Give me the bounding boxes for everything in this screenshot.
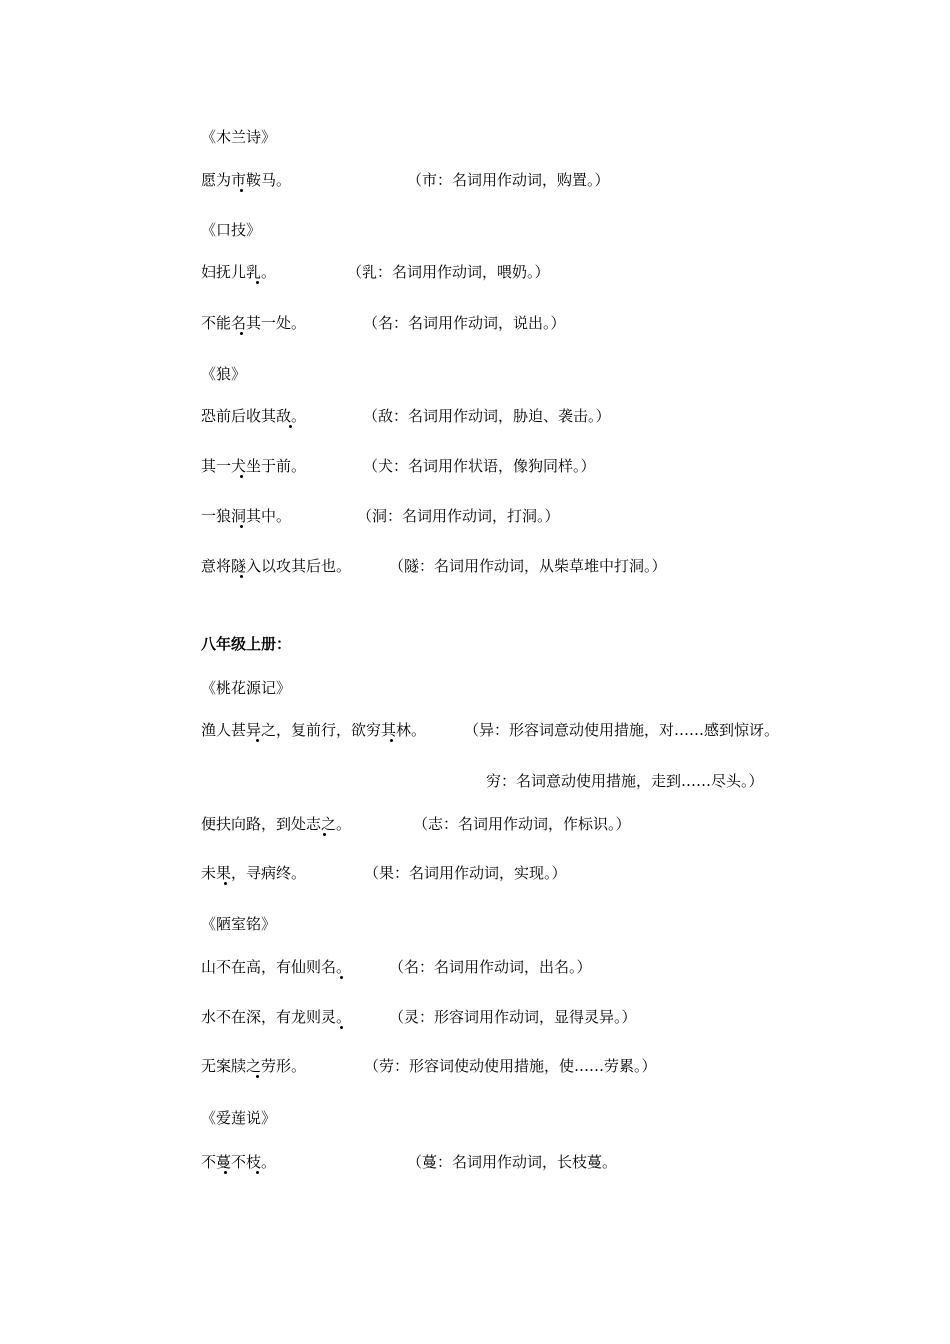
gloss-note: （异：形容词意动使用措施，对……感到惊讶。 <box>464 721 780 739</box>
emphasis-dot <box>240 189 243 192</box>
heading-kouji: 《口技》 <box>201 221 262 239</box>
gloss-note: （志：名词用作动词，作标识。） <box>413 815 631 833</box>
sentence-text: 不蔓不枝。 <box>201 1153 277 1171</box>
gloss-note: （乳：名词用作动词，喂奶。） <box>347 263 550 281</box>
sentence-text: 山不在高，有仙则名。 <box>201 958 352 976</box>
heading-taohuayuan: 《桃花源记》 <box>201 679 292 697</box>
sentence-text: 无案牍之劳形。 <box>201 1057 307 1075</box>
gloss-note: （犬：名词用作状语，像狗同样。） <box>363 457 596 475</box>
emphasis-dot <box>240 332 243 335</box>
sentence-text: 意将隧入以攻其后也。 <box>201 557 352 575</box>
emphasis-dot <box>240 575 243 578</box>
heading-loushiming: 《陋室铭》 <box>201 915 277 933</box>
gloss-note: （敌：名词用作动词，胁迫、袭击。） <box>363 407 611 425</box>
emphasis-dot <box>224 1171 227 1174</box>
heading-ailianshuo: 《爱莲说》 <box>201 1109 277 1127</box>
gloss-note: （洞：名词用作动词，打洞。） <box>357 507 560 525</box>
gloss-note: （名：名词用作动词，说出。） <box>363 314 566 332</box>
emphasis-dot <box>340 1026 343 1029</box>
gloss-note: （蔓：名词用作动词，长枝蔓。 <box>407 1153 618 1171</box>
heading-mulan: 《木兰诗》 <box>201 128 277 146</box>
heading-lang: 《狼》 <box>201 365 247 383</box>
emphasis-dot <box>390 739 393 742</box>
emphasis-dot <box>340 976 343 979</box>
emphasis-dot <box>323 833 326 836</box>
emphasis-dot <box>256 1171 259 1174</box>
emphasis-dot <box>240 525 243 528</box>
sentence-text: 水不在深，有龙则灵。 <box>201 1008 352 1026</box>
sentence-text: 便扶向路，到处志之。 <box>201 815 352 833</box>
emphasis-dot <box>256 739 259 742</box>
sentence-text: 其一犬坐于前。 <box>201 457 307 475</box>
gloss-note: （名：名词用作动词，出名。） <box>389 958 592 976</box>
emphasis-dot <box>224 882 227 885</box>
gloss-note-continued: 穷：名词意动使用措施，走到……尽头。） <box>486 772 764 790</box>
emphasis-dot <box>256 281 259 284</box>
gloss-note: （果：名词用作动词，实现。） <box>364 864 567 882</box>
sentence-text: 妇抚儿乳。 <box>201 263 277 281</box>
emphasis-dot <box>256 1075 259 1078</box>
sentence-text: 恐前后收其敌。 <box>201 407 307 425</box>
sentence-text: 愿为市鞍马。 <box>201 171 292 189</box>
gloss-note: （市：名词用作动词，购置。） <box>407 171 610 189</box>
gloss-note: （灵：形容词用作动词，显得灵异。） <box>389 1008 637 1026</box>
gloss-note: （隧：名词用作动词，从柴草堆中打洞。） <box>389 557 667 575</box>
sentence-text: 未果，寻病终。 <box>201 864 307 882</box>
emphasis-dot <box>289 425 292 428</box>
section-heading: 八年级上册： <box>201 635 292 653</box>
emphasis-dot <box>240 475 243 478</box>
sentence-text: 渔人甚异之，复前行，欲穷其林。 <box>201 721 427 739</box>
sentence-text: 一狼洞其中。 <box>201 507 292 525</box>
sentence-text: 不能名其一处。 <box>201 314 307 332</box>
gloss-note: （劳：形容词使动使用措施，使……劳累。） <box>364 1057 657 1075</box>
